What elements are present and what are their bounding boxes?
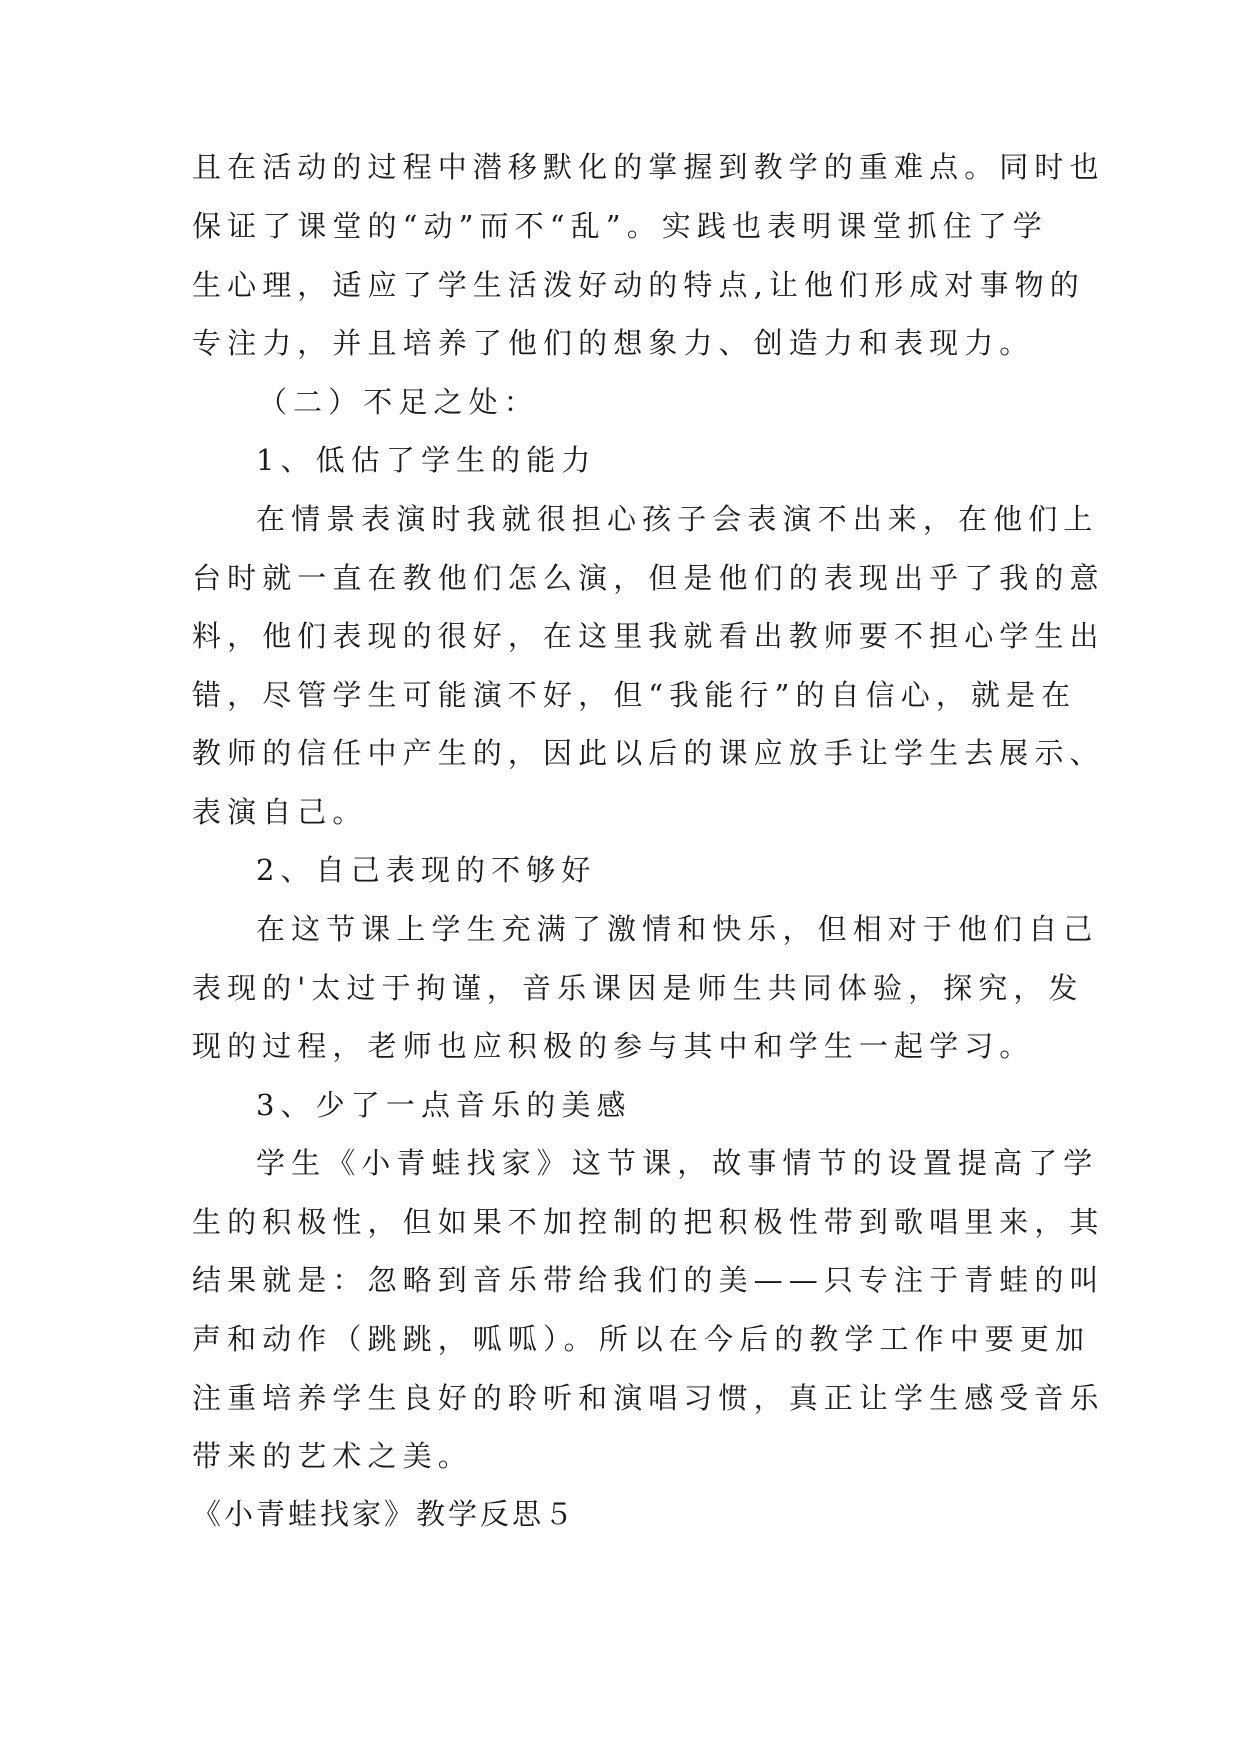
section-heading: （二）不足之处： [258,385,539,419]
paragraph-line: 且在活动的过程中潜移默化的掌握到教学的重难点。同时也 [192,150,1105,184]
paragraph-line: 生心理，适应了学生活泼好动的特点,让他们形成对事物的 [192,268,1085,302]
paragraph-line: 台时就一直在教他们怎么演，但是他们的表现出乎了我的意 [192,561,1105,595]
paragraph-line: 结果就是：忽略到音乐带给我们的美——只专注于青蛙的叫 [192,1263,1105,1297]
paragraph-line: 带来的艺术之美。 [192,1439,473,1473]
paragraph-line: 教师的信任中产生的，因此以后的课应放手让学生去展示、 [192,736,1105,770]
paragraph-line: 现的过程，老师也应积极的参与其中和学生一起学习。 [192,1029,1035,1063]
paragraph-line: 生的积极性，但如果不加控制的把积极性带到歌唱里来，其 [192,1205,1105,1239]
paragraph-line: 保证了课堂的“动”而不“乱”。实践也表明课堂抓住了学 [192,209,1048,243]
subsection-heading: 1、低估了学生的能力 [256,443,597,477]
paragraph-line: 学生《小青蛙找家》这节课，故事情节的设置提高了学 [256,1146,1099,1180]
document-title: 《小青蛙找家》教学反思５ [192,1497,577,1531]
paragraph-line: 在这节课上学生充满了激情和快乐，但相对于他们自己 [256,912,1099,946]
paragraph-line: 声和动作（跳跳，呱呱）。所以在今后的教学工作中要更加 [192,1322,1091,1356]
paragraph-line: 表现的'太过于拘谨，音乐课因是师生共同体验，探究，发 [192,971,1084,1005]
subsection-heading: 3、少了一点音乐的美感 [256,1088,632,1122]
paragraph-line: 料，他们表现的很好，在这里我就看出教师要不担心学生出 [192,619,1105,653]
paragraph-line: 专注力，并且培养了他们的想象力、创造力和表现力。 [192,326,1035,360]
paragraph-line: 表演自己。 [192,795,368,829]
subsection-heading: 2、自己表现的不够好 [256,853,597,887]
paragraph-line: 错，尽管学生可能演不好，但“我能行”的自信心，就是在 [192,678,1077,712]
paragraph-line: 注重培养学生良好的聆听和演唱习惯，真正让学生感受音乐 [192,1381,1105,1415]
paragraph-line: 在情景表演时我就很担心孩子会表演不出来，在他们上 [256,502,1099,536]
